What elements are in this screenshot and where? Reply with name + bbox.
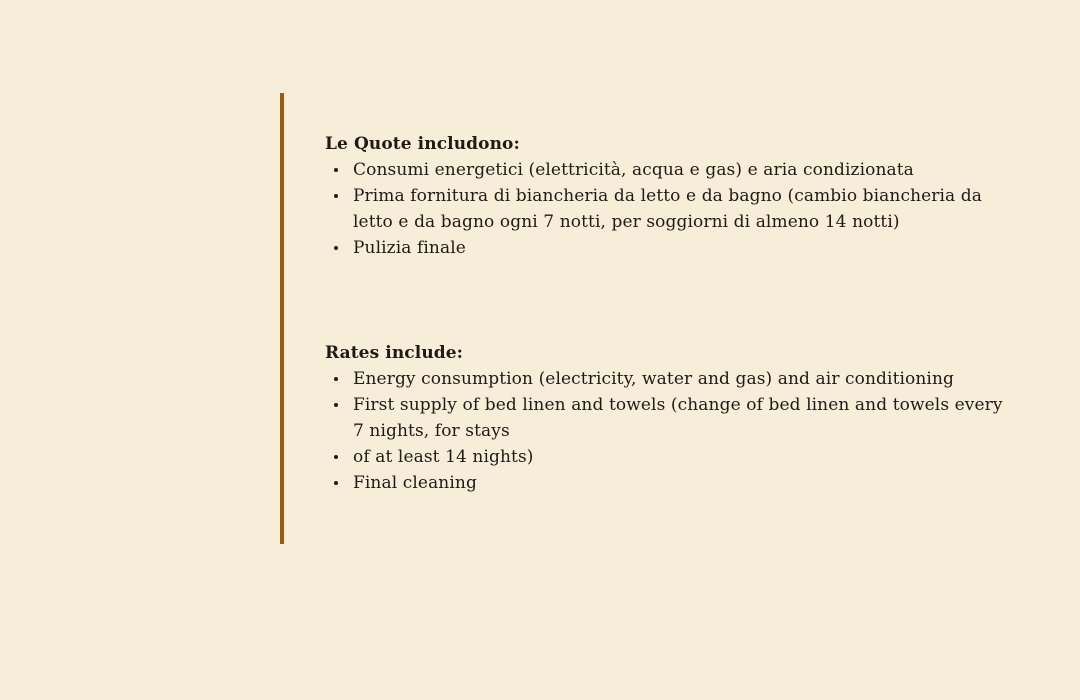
list-item: Final cleaning bbox=[325, 470, 1015, 496]
english-rates-list bbox=[325, 366, 1015, 496]
list-item: Pulizia finale bbox=[325, 235, 1015, 261]
list-item: of at least 14 nights) bbox=[325, 444, 1015, 470]
rates-content bbox=[325, 131, 1015, 496]
list-item: First supply of bed linen and towels (change of bed linen and towels every 7 nights, for stays bbox=[325, 392, 1015, 444]
vertical-accent-rule bbox=[280, 93, 284, 544]
list-item: Energy consumption (electricity, water and gas) and air conditioning bbox=[325, 366, 1015, 392]
list-item: Prima fornitura di biancheria da letto e da bagno (cambio biancheria da letto e da bagno ogni 7 notti, per soggiorni di almeno 14 notti) bbox=[325, 183, 1015, 235]
english-section-title: Rates include: bbox=[325, 343, 464, 363]
english-rates-section bbox=[325, 340, 1015, 496]
italian-rates-list bbox=[325, 157, 1015, 261]
italian-section-title: Le Quote includono: bbox=[325, 134, 520, 154]
list-item: Consumi energetici (elettricità, acqua e gas) e aria condizionata bbox=[325, 157, 1015, 183]
italian-rates-section bbox=[325, 131, 1015, 261]
